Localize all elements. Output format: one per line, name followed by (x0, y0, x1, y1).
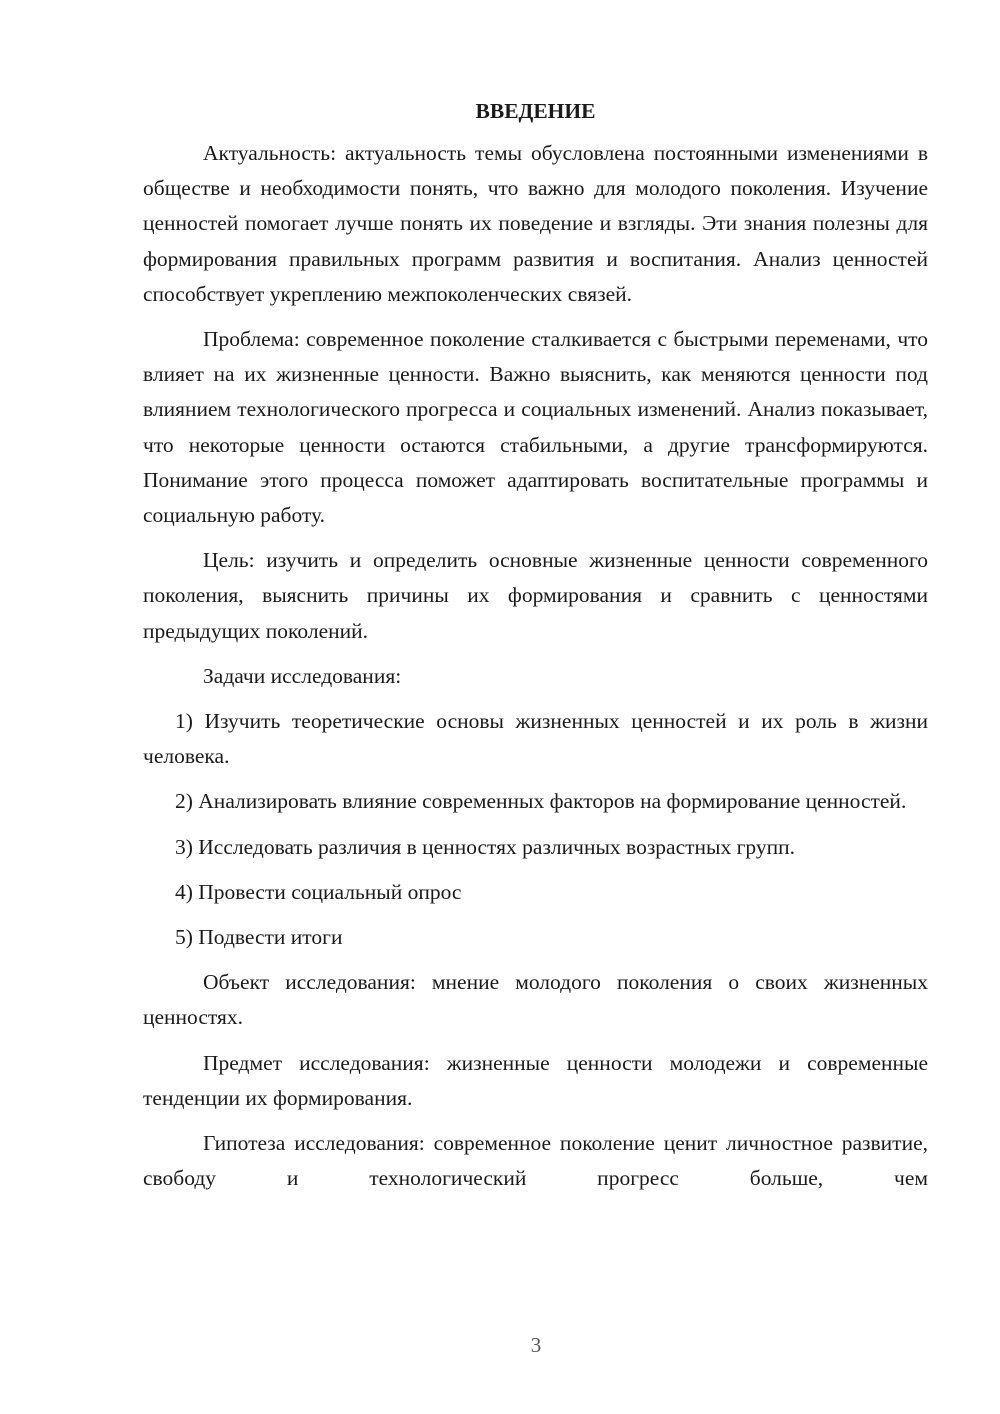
paragraph-tasks-heading: Задачи исследования: (203, 663, 402, 688)
task-item: 3) Исследовать различия в ценностях различных возрастных групп. (175, 834, 796, 859)
document-body (143, 96, 928, 1206)
task-item: 5) Подвести итоги (175, 925, 343, 950)
paragraph-relevance: Актуальность: актуальность темы обусловлена постоянными изменениями в обществе и необходимости понять, что важно для молодого поколения. Изучение ценностей помогает лучше понять их поведение и взгляды. Эти знания полезны для формирования правильных программ развития и воспитания. Анализ ценностей способствует укреплению межпоколенческих связей. (143, 141, 928, 306)
section-title: ВВЕДЕНИЕ (475, 99, 596, 123)
paragraph-goal: Цель: изучить и определить основные жизненные ценности современного поколения, выяснить причины их формирования и сравнить с ценностями предыдущих поколений. (143, 548, 928, 643)
paragraph-subject: Предмет исследования: жизненные ценности молодежи и современные тенденции их формирования. (143, 1050, 928, 1110)
task-item: 4) Провести социальный опрос (175, 879, 462, 904)
task-item: 1) Изучить теоретические основы жизненных ценностей и их роль в жизни человека. (143, 709, 928, 769)
paragraph-object: Объект исследования: мнение молодого поколения о своих жизненных ценностях. (143, 970, 928, 1030)
paragraph-problem: Проблема: современное поколение сталкивается с быстрыми переменами, что влияет на их жизненные ценности. Важно выяснить, как меняются ценности под влиянием технологического прогресса и социальных изменений. Анализ показывает, что некоторые ценности остаются стабильными, а другие трансформируются. Понимание этого процесса поможет адаптировать воспитательные программы и социальную работу. (143, 327, 928, 528)
paragraph-hypothesis: Гипотеза исследования: современное поколение ценит личностное развитие, свободу и технологический прогресс больше, чем (143, 1131, 928, 1191)
task-item: 2) Анализировать влияние современных факторов на формирование ценностей. (175, 789, 907, 814)
page-number: 3 (530, 1333, 542, 1357)
